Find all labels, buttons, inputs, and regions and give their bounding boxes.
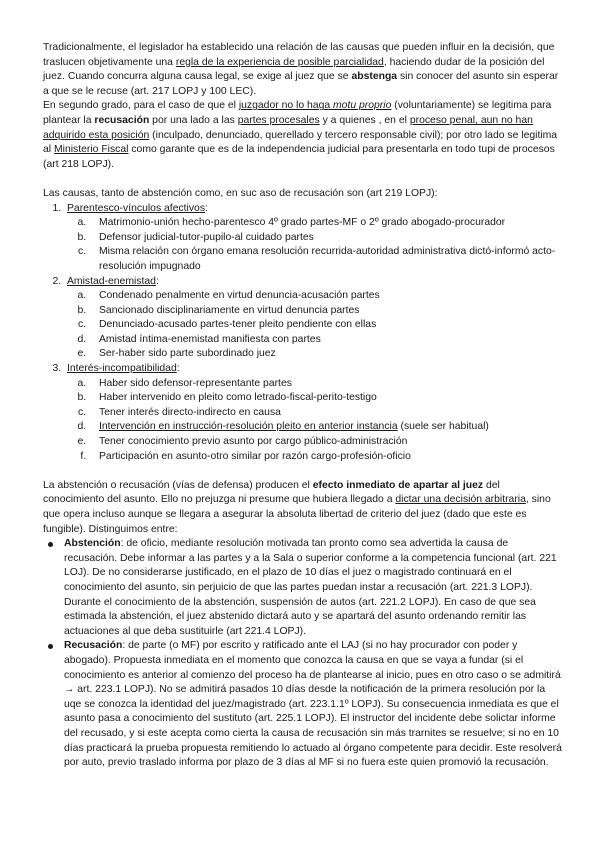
cause-subitem (89, 304, 563, 319)
cause-subitem (89, 231, 563, 246)
cause-subitem (89, 333, 563, 348)
mechanism-item (64, 639, 563, 770)
cause-subitem (89, 391, 563, 406)
cause-subitem (89, 450, 563, 465)
paragraph-effects: La abstención o recusación (vías de defensa) producen el efecto inmediato de apartar al juez del conocimiento del asunto. Ello no prejuzga ni presume que hubiera llegado a dictar una decisión arbitraria, sino que opera incluso aunque se llegara a asegurar la absoluta libertad de criterio del juez (dado que este es fungible). Distinguimos entre: (43, 479, 551, 535)
cause-subitem (89, 318, 563, 333)
cause-subitem-text: (suele ser habitual) (397, 421, 489, 433)
mechanisms-list (43, 537, 563, 771)
cause-item: 1. Parentesco-vínculos afectivos: a. Matrimonio-unión hecho-parentesco 4º grado partes-MF o 2º grado abogado-procurador b. Defensor judicial-tutor-pupilo-al cuidado partes c. Misma relación con órgano emana resolución recurrida-autoridad administrativa dictó-informó acto-resolución impugnado (64, 202, 563, 275)
cause-subitem (89, 377, 563, 392)
cause-title: Amistad-enemistad (67, 275, 156, 287)
cause-subitem (89, 347, 563, 362)
cause-subitem (89, 245, 563, 274)
cause-subitem (89, 406, 563, 421)
mechanism-label: Recusación (64, 640, 123, 652)
cause-subitem-text: Haber intervenido en pleito como letrado-fiscal-perito-testigo (99, 392, 377, 404)
cause-subitems (67, 289, 563, 362)
cause-subitem-text: Amistad íntima-enemistad manifiesta con partes (99, 333, 321, 345)
mechanism-text: : de parte (o MF) por escrito y ratificado ante el LAJ (si no hay procurador con poder y abogado). Propuesta inmediata en el momento que conozca la causa en que se vaya a fundar (si el conocimiento es anterior al comienzo del proceso ha de plantearse al inicio, pues en otro caso o se admitirá → art. 223.1 LOPJ). No se admitirá pasados 10 días desde la notificación de la primera resolución por la uqe se conozca la identidad del juez/magistrado (art. 223.1.1º LOPJ). Su consecuencia inmediata es que el asunto pasa a conocimiento del sustituto (art. 225.1 LOPJ). El instructor del incidente debe solictar informe del recusado, y si este acepta como cierta la causa de recusación sin más trarnites se resuelve; si no en 10 días practicará la prueba propuesta remitiendo lo actuado al órgano competente para decidir. Este resolverá por auto, previo traslado informa por plazo de 3 días al MF si no fuera este quien promovió la recusación. (64, 640, 562, 769)
causes-list (43, 202, 563, 465)
bullet-dot-icon (48, 542, 53, 547)
cause-subitem-text: Misma relación con órgano emana resolución recurrida-autoridad administrativa dictó-informó acto-resolución impugnado (99, 246, 556, 272)
cause-title: Interés-incompatibilidad (67, 363, 177, 375)
cause-subitem-text: Sancionado disciplinariamente en virtud denuncia partes (99, 304, 360, 316)
paragraph-recusation-intro: En segundo grado, para el caso de que el juzgador no lo haga motu proprio (voluntariamente) se legitima para plantear la recusación por una lado a las partes procesales y a quienes , en el proceso penal, aun no han adquirido esta posición (inculpado, denunciado, querellado y tercero responsable civil); por otro lado se legitima al Ministerio Fiscal como garante que es de la independencia judicial para presentarla en todo tupi de procesos (art 218 LOPJ). (43, 100, 558, 170)
cause-subitems (67, 377, 563, 465)
cause-subitem-text: Ser-haber sido parte subordinado juez (99, 348, 276, 360)
cause-subitem (89, 435, 563, 450)
document-body (43, 41, 563, 771)
cause-title: Parentesco-vínculos afectivos (67, 202, 206, 214)
cause-item: 3. Interés-incompatibilidad: a. Haber sido defensor-representante partes b. Haber intervenido en pleito como letrado-fiscal-perito-testigo c. Tener interés directo-indirecto en causa d. Intervención en instrucción-resolución pleito en anterior instancia (suele ser habitual) e. Tener conocimiento previo asunto por cargo público-administración f. Participación en asunto-otro similar por razón cargo-profesión-oficio (64, 362, 563, 464)
bullet-dot-icon (48, 644, 53, 649)
mechanism-item (64, 537, 563, 639)
cause-subitem-text: Haber sido defensor-representante partes (99, 377, 292, 389)
cause-subitem-text: Matrimonio-unión hecho-parentesco 4º grado partes-MF o 2º grado abogado-procurador (99, 217, 506, 229)
cause-subitem (89, 289, 563, 304)
cause-subitem-text: Tener conocimiento previo asunto por cargo público-administración (99, 436, 408, 448)
paragraph-abstention-intro: Tradicionalmente, el legislador ha establecido una relación de las causas que pueden influir en la decisión, que traslucen objetivamente una regla de la experiencia de posible parcialidad, haciendo dudar de la posición del juez. Cuando concurra alguna causa legal, se exige al juez que se abstenga sin conocer del asunto sin esperar a que se le recuse (art. 217 LOPJ y 100 LEC). (43, 42, 559, 97)
mechanism-text: : de oficio, mediante resolución motivada tan pronto como sea advertida la causa de recusación. Debe informar a las partes y a la Sala o superior conforme a la competencia funcional (art. 221 LOJ). De no considerarse justificado, en el plazo de 10 días el juez o magistrado continuará en el conocimiento del asunto, sin perjuicio de que las partes puedan instar a recusación (art. 221.3 LOPJ). Durante el conocimiento de la abstención, suspensión de autos (art. 221.2 LOPJ). En caso de que sea estimada la abstención, el juez abstenido dictará auto y se apartará del asunto ordenando remitir las actuaciones al que deba sustituirle (art 221.4 LOPJ). (64, 538, 557, 637)
cause-subitem (89, 420, 563, 435)
cause-subitem-text: Condenado penalmente en virtud denuncia-acusación partes (99, 290, 380, 302)
cause-subitem-text: Denunciado-acusado partes-tener pleito pendiente con ellas (99, 319, 377, 331)
cause-subitem-text: Intervención en instrucción-resolución pleito en anterior instancia (99, 421, 398, 433)
cause-subitem (89, 216, 563, 231)
cause-subitem-text: Defensor judicial-tutor-pupilo-al cuidado partes (99, 231, 314, 243)
causes-intro: Las causas, tanto de abstención como, en suc aso de recusación son (art 219 LOPJ): (43, 187, 438, 199)
mechanism-label: Abstención (64, 538, 121, 550)
cause-subitem-text: Participación en asunto-otro similar por razón cargo-profesión-oficio (99, 450, 411, 462)
cause-subitem-text: Tener interés directo-indirecto en causa (99, 406, 281, 418)
cause-item: 2. Amistad-enemistad: a. Condenado penalmente en virtud denuncia-acusación partes b. Sancionado disciplinariamente en virtud denuncia partes c. Denunciado-acusado partes-tener pleito pendiente con ellas d. Amistad íntima-enemistad manifiesta con partes e. Ser-haber sido parte subordinado juez (64, 275, 563, 363)
cause-subitems (67, 216, 563, 274)
